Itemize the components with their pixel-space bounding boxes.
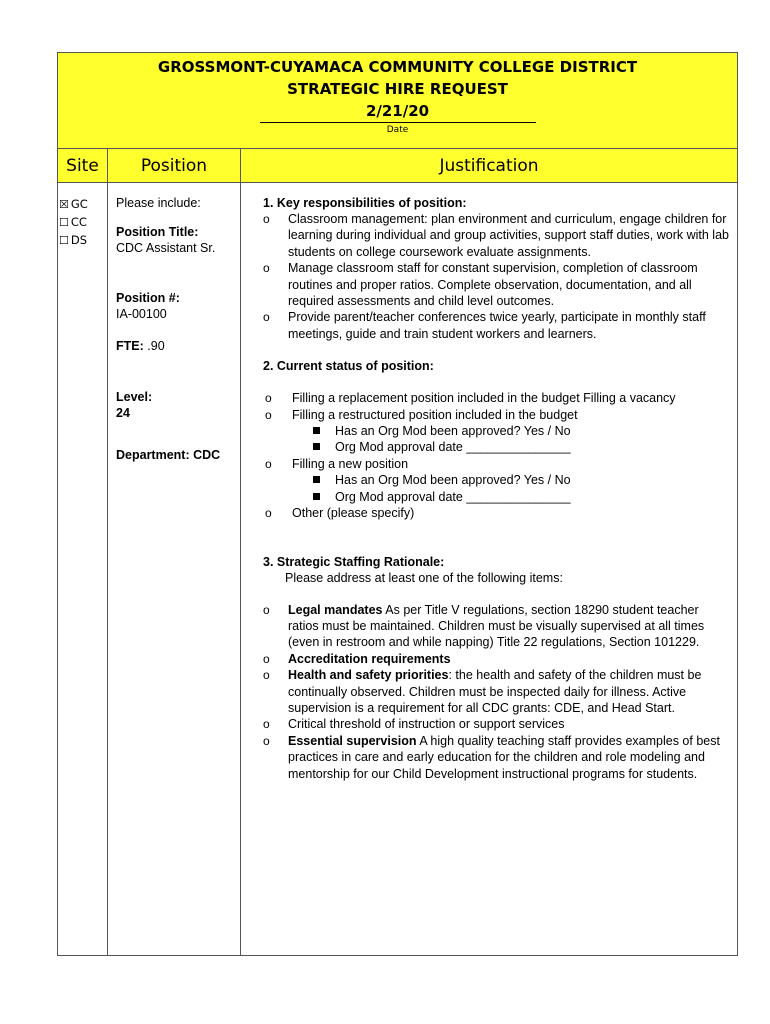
status-list-3 [263,505,731,521]
bullet-icon: o [265,391,272,406]
status-list-2 [263,456,731,472]
position-number-value: IA-00100 [116,307,167,321]
hire-request-form [57,52,737,956]
list-item: o Critical threshold of instruction or support services [263,717,565,732]
square-bullet-icon [313,443,320,450]
list-item: o Health and safety priorities: the health and safety of the children must be continually observed. Children must be inspected daily for illness. Active supervision is a requirement for all CDC grants: CDE, and Head Start. [263,668,702,715]
list-item: o Accreditation requirements [263,651,451,666]
list-item: o Manage classroom staff for constant supervision, completion of classroom routines and proper ratios. Complete observation, documentation, and all required assessments and child level outcomes. [263,261,698,309]
position-title-value: CDC Assistant Sr. [116,241,216,255]
district-name: GROSSMONT-CUYAMACA COMMUNITY COLLEGE DISTRICT [157,58,638,76]
square-bullet-icon [313,476,320,483]
status-list [263,390,731,423]
list-item: o Filling a replacement position included in the budget Filling a vacancy [265,391,676,406]
org-mod-list [313,423,731,456]
square-bullet-icon [313,427,320,434]
bullet-icon: o [263,651,270,666]
fte-value: .90 [147,339,165,353]
position-title-label: Position Title: [116,225,199,239]
checkbox-checked-icon[interactable]: ☒ [59,198,69,211]
date-value: 2/21/20 [260,101,536,123]
list-item: o Filling a restructured position included in the budget [265,407,578,422]
checkbox-unchecked-icon[interactable]: ☐ [59,234,69,247]
list-item: o Filling a new position [265,456,409,471]
form-title: STRATEGIC HIRE REQUEST [287,80,508,98]
site-label-cc: CC [70,215,87,229]
site-option-ds[interactable] [59,231,107,249]
responsibilities-list [263,211,731,342]
org-mod-list-2 [313,472,731,505]
section-current-status: 2. Current status of position: [263,359,434,374]
bullet-icon: o [263,261,270,276]
site-cell [58,183,108,956]
justification-column-header: Justification [241,149,738,183]
bullet-icon: o [263,733,270,748]
form-table [57,52,738,956]
site-option-cc[interactable] [59,213,107,231]
rationale-subtitle: Please address at least one of the following items: [285,570,563,585]
justification-cell [241,183,738,956]
bullet-icon: o [265,456,272,471]
list-item: Org Mod approval date _______________ [313,439,731,455]
list-item: o Legal mandates As per Title V regulations, section 18290 student teacher ratios must be maintained. Children must be visually supervised at all times (even in restroom and while napping) Title 22 regulations, Section 101229. [263,602,705,650]
bullet-icon: o [263,212,270,226]
section-key-responsibilities: 1. Key responsibilities of position: [263,196,467,210]
list-item: o Other (please specify) [265,506,415,521]
date-caption: Date [386,125,409,135]
bullet-icon: o [265,506,272,521]
fte-label: FTE: [116,339,144,353]
site-label-gc: GC [70,197,88,211]
bullet-icon: o [263,602,270,617]
department-value: CDC [193,448,221,462]
form-header [58,53,738,149]
site-label-ds: DS [70,233,88,247]
site-column-header: Site [58,149,108,183]
checkbox-unchecked-icon[interactable]: ☐ [59,216,69,229]
position-column-header: Position [108,149,241,183]
position-intro: Please include: [116,196,201,210]
list-item: Has an Org Mod been approved? Yes / No [313,472,731,488]
position-cell [108,183,241,956]
list-item: o Essential supervision A high quality teaching staff provides examples of best practices in care and early education for the children and role modeling and mentorship for our Child Development instructional programs for students. [263,733,720,781]
level-label: Level: [116,390,153,404]
level-value: 24 [116,406,130,420]
list-item: Has an Org Mod been approved? Yes / No [313,423,731,439]
section-staffing-rationale: 3. Strategic Staffing Rationale: [263,554,445,569]
list-item: o Provide parent/teacher conferences twice yearly, participate in monthly staff meetings, guide and train student workers and learners. [263,310,706,341]
rationale-list [263,602,731,782]
site-option-gc[interactable] [59,195,107,213]
square-bullet-icon [313,493,320,500]
department-label: Department: [116,448,190,462]
bullet-icon: o [263,310,270,325]
bullet-icon: o [265,407,272,422]
bullet-icon: o [263,668,270,683]
list-item: Org Mod approval date _______________ [313,489,731,505]
position-number-label: Position #: [116,291,180,305]
bullet-icon: o [263,717,270,732]
list-item: o Classroom management: plan environment and curriculum, engage children for learning during individual and group activities, support staff duties, work with lab students on college coursework evaluate assignments. [263,212,729,259]
